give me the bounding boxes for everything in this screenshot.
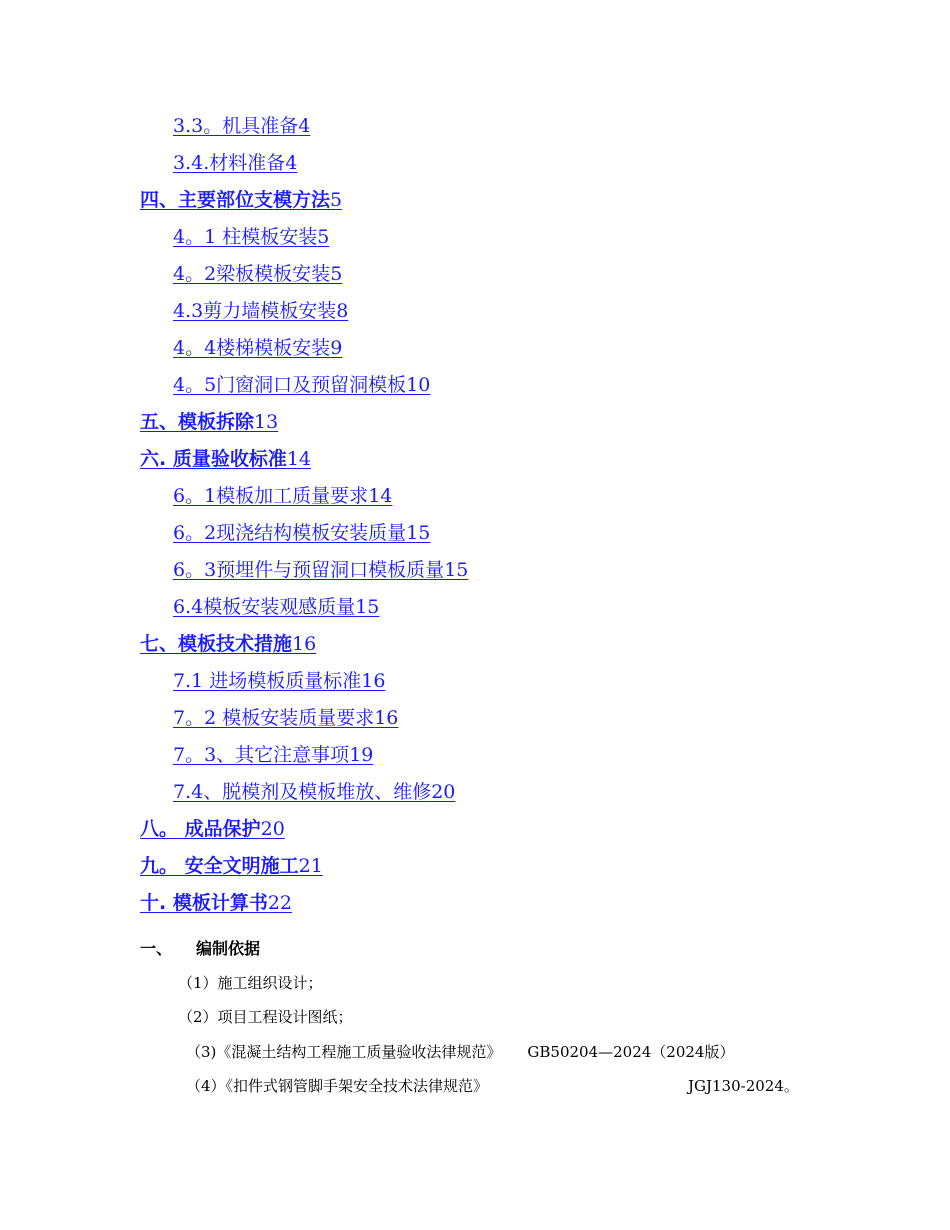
table-of-contents [0, 108, 950, 922]
toc-entry-text: 3.4.材料准备 [173, 152, 286, 174]
toc-page-number: 22 [267, 892, 293, 914]
reference-item [186, 1075, 799, 1096]
toc-entry-text: 7。2 模板安装质量要求 [173, 707, 375, 729]
section-title: 编制依据 [196, 939, 261, 958]
toc-entry-text: 八。 成品保护 [140, 818, 261, 840]
toc-page-number: 10 [406, 374, 431, 396]
toc-entry-text: 6。3预埋件与预留洞口模板质量 [173, 559, 445, 581]
toc-link[interactable] [173, 115, 310, 137]
toc-page-number: 20 [260, 818, 285, 840]
toc-entry[interactable] [0, 330, 950, 367]
toc-entry-text: 六. 质量验收标准 [140, 448, 287, 470]
toc-link[interactable] [173, 744, 373, 766]
toc-link[interactable] [173, 485, 392, 507]
toc-page-number: 16 [292, 633, 317, 655]
toc-entry[interactable] [0, 145, 950, 182]
toc-entry-text: 4.3剪力墙模板安装 [173, 300, 337, 322]
toc-link[interactable] [173, 337, 342, 359]
toc-page-number: 15 [444, 559, 469, 581]
toc-link[interactable] [140, 448, 311, 470]
toc-link[interactable] [173, 670, 385, 692]
toc-link[interactable] [173, 596, 379, 618]
toc-page-number: 4 [285, 152, 298, 174]
toc-entry[interactable] [0, 182, 950, 219]
toc-entry[interactable] [0, 774, 950, 811]
toc-entry[interactable] [0, 589, 950, 626]
toc-entry-text: 4。1 柱模板安装 [173, 226, 318, 248]
toc-entry-text: 十. 模板计算书 [140, 892, 268, 914]
toc-link[interactable] [140, 411, 278, 433]
toc-page-number: 5 [317, 226, 330, 248]
reference-text: （3)《混凝土结构工程施工质量验收法律规范》 [186, 1043, 502, 1061]
toc-link[interactable] [173, 522, 430, 544]
toc-entry-text: 7.4、脱模剂及模板堆放、维修 [173, 781, 432, 803]
reference-text: （2）项目工程设计图纸； [178, 1008, 353, 1026]
toc-page-number: 16 [361, 670, 386, 692]
toc-entry[interactable] [0, 700, 950, 737]
toc-entry[interactable] [0, 811, 950, 848]
toc-entry[interactable] [0, 293, 950, 330]
toc-entry-text: 7.1 进场模板质量标准 [173, 670, 362, 692]
toc-link[interactable] [140, 189, 342, 211]
toc-link[interactable] [173, 226, 329, 248]
toc-page-number: 5 [330, 263, 343, 285]
toc-link[interactable] [173, 263, 342, 285]
toc-entry[interactable] [0, 626, 950, 663]
toc-entry-text: 4。5门窗洞口及预留洞模板 [173, 374, 407, 396]
toc-entry-text: 7。3、其它注意事项 [173, 744, 350, 766]
reference-text: （1）施工组织设计； [178, 974, 323, 992]
toc-link[interactable] [173, 374, 430, 396]
toc-page-number: 20 [431, 781, 456, 803]
toc-entry[interactable] [0, 478, 950, 515]
reference-item [178, 1006, 353, 1027]
toc-entry-text: 七、模板技术措施 [140, 633, 293, 655]
standard-code: JGJ130-2024。 [688, 1077, 799, 1095]
toc-entry[interactable] [0, 737, 950, 774]
toc-entry[interactable] [0, 848, 950, 885]
toc-entry-text: 4。2梁板模板安装 [173, 263, 331, 285]
toc-page-number: 21 [298, 855, 323, 877]
toc-link[interactable] [173, 707, 398, 729]
toc-page-number: 16 [374, 707, 399, 729]
toc-entry-text: 6。1模板加工质量要求 [173, 485, 369, 507]
toc-page-number: 14 [286, 448, 312, 470]
toc-page-number: 19 [349, 744, 374, 766]
toc-link[interactable] [173, 300, 348, 322]
reference-text: （4）《扣件式钢管脚手架安全技术法律规范》 [186, 1077, 489, 1095]
toc-page-number: 15 [406, 522, 431, 544]
toc-entry-text: 九。 安全文明施工 [140, 855, 299, 877]
section-heading [140, 936, 260, 959]
toc-entry-text: 4。4楼梯模板安装 [173, 337, 331, 359]
reference-item [186, 1041, 734, 1062]
toc-entry-text: 五、模板拆除 [140, 411, 255, 433]
toc-page-number: 15 [355, 596, 380, 618]
toc-entry[interactable] [0, 441, 950, 478]
toc-page-number: 5 [330, 189, 343, 211]
toc-entry-text: 6。2现浇结构模板安装质量 [173, 522, 407, 544]
toc-entry-text: 3.3。机具准备 [173, 115, 299, 137]
toc-page-number: 4 [298, 115, 311, 137]
toc-entry-text: 四、主要部位支模方法 [140, 189, 331, 211]
toc-link[interactable] [173, 781, 455, 803]
toc-entry[interactable] [0, 367, 950, 404]
toc-link[interactable] [173, 559, 468, 581]
toc-page-number: 8 [336, 300, 349, 322]
section-number: 一、 [140, 939, 173, 958]
toc-entry[interactable] [0, 108, 950, 145]
toc-page-number: 13 [254, 411, 279, 433]
toc-entry[interactable] [0, 552, 950, 589]
toc-link[interactable] [140, 892, 292, 914]
toc-entry[interactable] [0, 663, 950, 700]
toc-link[interactable] [140, 855, 323, 877]
toc-page-number: 9 [330, 337, 343, 359]
toc-entry[interactable] [0, 256, 950, 293]
toc-link[interactable] [140, 818, 285, 840]
toc-entry[interactable] [0, 404, 950, 441]
toc-entry[interactable] [0, 515, 950, 552]
toc-page-number: 14 [368, 485, 393, 507]
toc-entry[interactable] [0, 219, 950, 256]
toc-entry[interactable] [0, 885, 950, 922]
toc-link[interactable] [173, 152, 297, 174]
reference-item [178, 972, 323, 993]
toc-entry-text: 6.4模板安装观感质量 [173, 596, 356, 618]
toc-link[interactable] [140, 633, 316, 655]
standard-code: GB50204—2024（2024版） [527, 1043, 735, 1061]
